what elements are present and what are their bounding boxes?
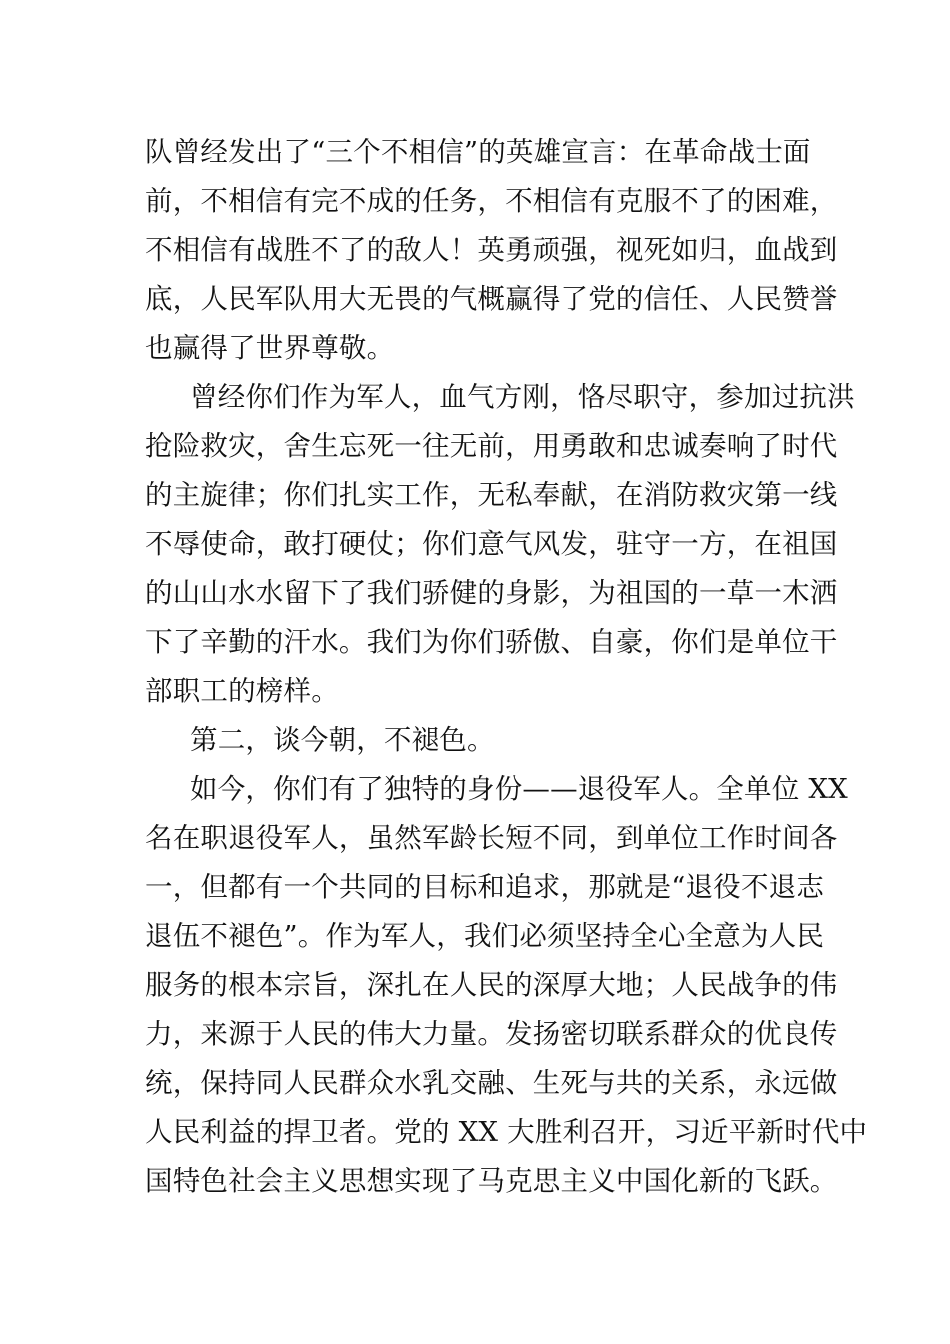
text-line: 不相信有战胜不了的敌人！英勇顽强，视死如归，血战到 <box>145 234 838 266</box>
text-line: 力，来源于人民的伟大力量。发扬密切联系群众的优良传 <box>145 1018 838 1050</box>
text-line: 名在职退役军人，虽然军龄长短不同，到单位工作时间各 <box>145 822 838 854</box>
paragraph-first-line: 曾经你们作为军人，血气方刚，恪尽职守，参加过抗洪 <box>190 381 855 413</box>
text-line: 统，保持同人民群众水乳交融、生死与共的关系，永远做 <box>145 1067 838 1099</box>
text-line: 一，但都有一个共同的目标和追求，那就是“退役不退志 <box>145 871 825 903</box>
section-heading: 第二，谈今朝，不褪色。 <box>190 724 495 756</box>
text-line: 退伍不褪色”。作为军人，我们必须坚持全心全意为人民 <box>145 920 825 952</box>
text-line: 人民利益的捍卫者。党的 XX 大胜利召开，习近平新时代中 <box>145 1116 868 1148</box>
text-line: 下了辛勤的汗水。我们为你们骄傲、自豪，你们是单位干 <box>145 626 838 658</box>
text-line: 不辱使命，敢打硬仗；你们意气风发，驻守一方，在祖国 <box>145 528 838 560</box>
text-line: 队曾经发出了“三个不相信”的英雄宣言：在革命战士面 <box>145 136 811 168</box>
text-line: 的主旋律；你们扎实工作，无私奉献，在消防救灾第一线 <box>145 479 838 511</box>
text-line: 服务的根本宗旨，深扎在人民的深厚大地；人民战争的伟 <box>145 969 838 1001</box>
paragraph-first-line: 如今，你们有了独特的身份——退役军人。全单位 XX <box>190 773 848 805</box>
text-line: 部职工的榜样。 <box>145 675 339 707</box>
text-line: 的山山水水留下了我们骄健的身影，为祖国的一草一木洒 <box>145 577 838 609</box>
text-line: 抢险救灾，舍生忘死一往无前，用勇敢和忠诚奏响了时代 <box>145 430 838 462</box>
body-text <box>145 128 868 1206</box>
text-line: 国特色社会主义思想实现了马克思主义中国化新的飞跃。 <box>145 1165 838 1197</box>
text-line: 底，人民军队用大无畏的气概赢得了党的信任、人民赞誉 <box>145 283 838 315</box>
text-line: 也赢得了世界尊敬。 <box>145 332 395 364</box>
text-line: 前，不相信有完不成的任务，不相信有克服不了的困难， <box>145 185 838 217</box>
